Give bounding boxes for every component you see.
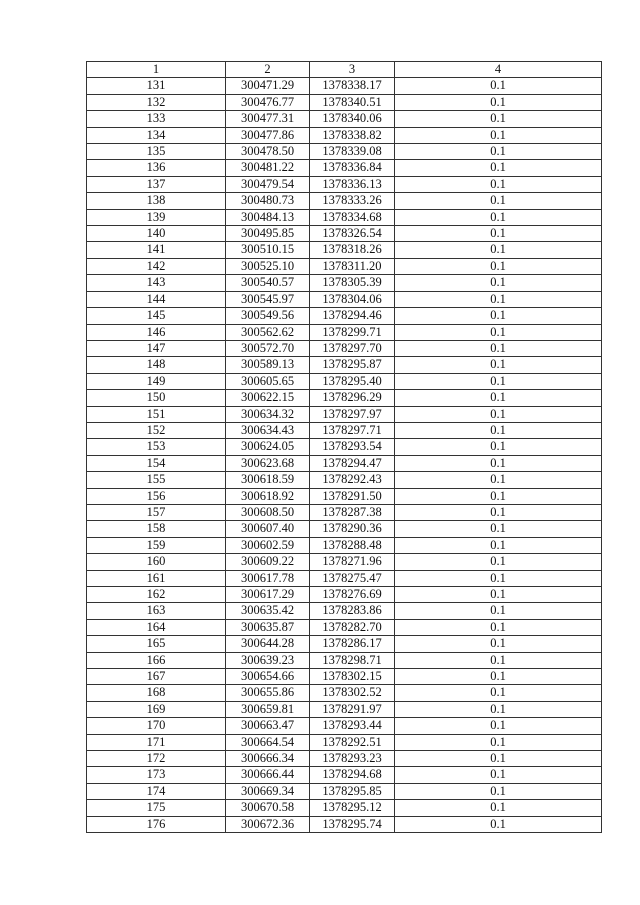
y-coordinate-cell: 1378302.52 [310, 685, 395, 701]
value-cell: 0.1 [395, 521, 602, 537]
x-coordinate-cell: 300618.59 [226, 472, 310, 488]
point-number-cell: 161 [87, 570, 226, 586]
value-cell: 0.1 [395, 816, 602, 832]
table-row [87, 521, 602, 537]
value-cell: 0.1 [395, 111, 602, 127]
point-number-cell: 132 [87, 94, 226, 110]
value-cell: 0.1 [395, 324, 602, 340]
value-cell: 0.1 [395, 127, 602, 143]
y-coordinate-cell: 1378299.71 [310, 324, 395, 340]
point-number-cell: 157 [87, 504, 226, 520]
table-row [87, 160, 602, 176]
table-row [87, 472, 602, 488]
table-row [87, 587, 602, 603]
value-cell: 0.1 [395, 176, 602, 192]
y-coordinate-cell: 1378305.39 [310, 275, 395, 291]
y-coordinate-cell: 1378271.96 [310, 554, 395, 570]
x-coordinate-cell: 300495.85 [226, 226, 310, 242]
x-coordinate-cell: 300476.77 [226, 94, 310, 110]
x-coordinate-cell: 300478.50 [226, 144, 310, 160]
value-cell: 0.1 [395, 422, 602, 438]
point-number-cell: 147 [87, 340, 226, 356]
y-coordinate-cell: 1378333.26 [310, 193, 395, 209]
x-coordinate-cell: 300639.23 [226, 652, 310, 668]
x-coordinate-cell: 300477.86 [226, 127, 310, 143]
x-coordinate-cell: 300549.56 [226, 308, 310, 324]
value-cell: 0.1 [395, 636, 602, 652]
column-header-4: 4 [395, 62, 602, 78]
table-row [87, 406, 602, 422]
x-coordinate-cell: 300605.65 [226, 373, 310, 389]
value-cell: 0.1 [395, 652, 602, 668]
x-coordinate-cell: 300617.29 [226, 587, 310, 603]
point-number-cell: 137 [87, 176, 226, 192]
point-number-cell: 141 [87, 242, 226, 258]
table-row [87, 603, 602, 619]
y-coordinate-cell: 1378290.36 [310, 521, 395, 537]
value-cell: 0.1 [395, 193, 602, 209]
x-coordinate-cell: 300545.97 [226, 291, 310, 307]
value-cell: 0.1 [395, 669, 602, 685]
x-coordinate-cell: 300666.44 [226, 767, 310, 783]
x-coordinate-cell: 300624.05 [226, 439, 310, 455]
y-coordinate-cell: 1378291.97 [310, 701, 395, 717]
table-row [87, 291, 602, 307]
y-coordinate-cell: 1378295.74 [310, 816, 395, 832]
point-number-cell: 135 [87, 144, 226, 160]
point-number-cell: 152 [87, 422, 226, 438]
value-cell: 0.1 [395, 455, 602, 471]
table-body [87, 78, 602, 833]
table-header-row [87, 62, 602, 78]
point-number-cell: 131 [87, 78, 226, 94]
y-coordinate-cell: 1378294.46 [310, 308, 395, 324]
value-cell: 0.1 [395, 439, 602, 455]
x-coordinate-cell: 300510.15 [226, 242, 310, 258]
x-coordinate-cell: 300672.36 [226, 816, 310, 832]
table-row [87, 439, 602, 455]
point-number-cell: 136 [87, 160, 226, 176]
x-coordinate-cell: 300525.10 [226, 258, 310, 274]
value-cell: 0.1 [395, 619, 602, 635]
point-number-cell: 138 [87, 193, 226, 209]
x-coordinate-cell: 300659.81 [226, 701, 310, 717]
table-row [87, 734, 602, 750]
value-cell: 0.1 [395, 570, 602, 586]
point-number-cell: 154 [87, 455, 226, 471]
table-row [87, 455, 602, 471]
y-coordinate-cell: 1378295.40 [310, 373, 395, 389]
point-number-cell: 163 [87, 603, 226, 619]
y-coordinate-cell: 1378304.06 [310, 291, 395, 307]
table-row [87, 340, 602, 356]
y-coordinate-cell: 1378291.50 [310, 488, 395, 504]
y-coordinate-cell: 1378334.68 [310, 209, 395, 225]
y-coordinate-cell: 1378296.29 [310, 390, 395, 406]
point-number-cell: 150 [87, 390, 226, 406]
x-coordinate-cell: 300479.54 [226, 176, 310, 192]
y-coordinate-cell: 1378286.17 [310, 636, 395, 652]
table-row [87, 127, 602, 143]
x-coordinate-cell: 300607.40 [226, 521, 310, 537]
x-coordinate-cell: 300644.28 [226, 636, 310, 652]
column-header-3: 3 [310, 62, 395, 78]
y-coordinate-cell: 1378283.86 [310, 603, 395, 619]
y-coordinate-cell: 1378293.54 [310, 439, 395, 455]
y-coordinate-cell: 1378297.71 [310, 422, 395, 438]
point-number-cell: 148 [87, 357, 226, 373]
x-coordinate-cell: 300618.92 [226, 488, 310, 504]
x-coordinate-cell: 300634.32 [226, 406, 310, 422]
y-coordinate-cell: 1378339.08 [310, 144, 395, 160]
y-coordinate-cell: 1378295.85 [310, 783, 395, 799]
value-cell: 0.1 [395, 78, 602, 94]
value-cell: 0.1 [395, 718, 602, 734]
point-number-cell: 145 [87, 308, 226, 324]
value-cell: 0.1 [395, 537, 602, 553]
table-row [87, 373, 602, 389]
point-number-cell: 142 [87, 258, 226, 274]
table-row [87, 111, 602, 127]
table-row [87, 242, 602, 258]
y-coordinate-cell: 1378292.43 [310, 472, 395, 488]
y-coordinate-cell: 1378288.48 [310, 537, 395, 553]
point-number-cell: 171 [87, 734, 226, 750]
point-number-cell: 140 [87, 226, 226, 242]
table-row [87, 751, 602, 767]
column-header-1: 1 [87, 62, 226, 78]
y-coordinate-cell: 1378338.82 [310, 127, 395, 143]
table-row [87, 554, 602, 570]
x-coordinate-cell: 300663.47 [226, 718, 310, 734]
table-row [87, 652, 602, 668]
x-coordinate-cell: 300484.13 [226, 209, 310, 225]
point-number-cell: 166 [87, 652, 226, 668]
point-number-cell: 158 [87, 521, 226, 537]
table-row [87, 816, 602, 832]
table-row [87, 226, 602, 242]
y-coordinate-cell: 1378336.84 [310, 160, 395, 176]
value-cell: 0.1 [395, 340, 602, 356]
table-row [87, 488, 602, 504]
point-number-cell: 159 [87, 537, 226, 553]
y-coordinate-cell: 1378318.26 [310, 242, 395, 258]
point-number-cell: 169 [87, 701, 226, 717]
table-row [87, 258, 602, 274]
point-number-cell: 160 [87, 554, 226, 570]
table-row [87, 685, 602, 701]
table-row [87, 422, 602, 438]
point-number-cell: 165 [87, 636, 226, 652]
value-cell: 0.1 [395, 144, 602, 160]
point-number-cell: 146 [87, 324, 226, 340]
value-cell: 0.1 [395, 685, 602, 701]
table-row [87, 176, 602, 192]
point-number-cell: 164 [87, 619, 226, 635]
table-row [87, 275, 602, 291]
table-row [87, 209, 602, 225]
x-coordinate-cell: 300670.58 [226, 800, 310, 816]
x-coordinate-cell: 300635.42 [226, 603, 310, 619]
value-cell: 0.1 [395, 800, 602, 816]
value-cell: 0.1 [395, 488, 602, 504]
value-cell: 0.1 [395, 504, 602, 520]
y-coordinate-cell: 1378275.47 [310, 570, 395, 586]
value-cell: 0.1 [395, 701, 602, 717]
value-cell: 0.1 [395, 783, 602, 799]
y-coordinate-cell: 1378295.12 [310, 800, 395, 816]
value-cell: 0.1 [395, 94, 602, 110]
y-coordinate-cell: 1378295.87 [310, 357, 395, 373]
value-cell: 0.1 [395, 226, 602, 242]
value-cell: 0.1 [395, 258, 602, 274]
table-row [87, 636, 602, 652]
y-coordinate-cell: 1378340.51 [310, 94, 395, 110]
point-number-cell: 173 [87, 767, 226, 783]
value-cell: 0.1 [395, 242, 602, 258]
table-row [87, 504, 602, 520]
y-coordinate-cell: 1378297.97 [310, 406, 395, 422]
point-number-cell: 155 [87, 472, 226, 488]
y-coordinate-cell: 1378292.51 [310, 734, 395, 750]
table-row [87, 357, 602, 373]
table-row [87, 193, 602, 209]
table-row [87, 78, 602, 94]
y-coordinate-cell: 1378326.54 [310, 226, 395, 242]
table-row [87, 537, 602, 553]
point-number-cell: 174 [87, 783, 226, 799]
point-number-cell: 144 [87, 291, 226, 307]
y-coordinate-cell: 1378282.70 [310, 619, 395, 635]
value-cell: 0.1 [395, 291, 602, 307]
point-number-cell: 167 [87, 669, 226, 685]
x-coordinate-cell: 300622.15 [226, 390, 310, 406]
point-number-cell: 162 [87, 587, 226, 603]
coordinates-table [86, 61, 602, 833]
x-coordinate-cell: 300635.87 [226, 619, 310, 635]
value-cell: 0.1 [395, 209, 602, 225]
point-number-cell: 170 [87, 718, 226, 734]
x-coordinate-cell: 300572.70 [226, 340, 310, 356]
point-number-cell: 151 [87, 406, 226, 422]
x-coordinate-cell: 300477.31 [226, 111, 310, 127]
value-cell: 0.1 [395, 587, 602, 603]
column-header-2: 2 [226, 62, 310, 78]
x-coordinate-cell: 300480.73 [226, 193, 310, 209]
y-coordinate-cell: 1378294.68 [310, 767, 395, 783]
point-number-cell: 168 [87, 685, 226, 701]
y-coordinate-cell: 1378338.17 [310, 78, 395, 94]
value-cell: 0.1 [395, 160, 602, 176]
x-coordinate-cell: 300623.68 [226, 455, 310, 471]
value-cell: 0.1 [395, 554, 602, 570]
x-coordinate-cell: 300540.57 [226, 275, 310, 291]
table-row [87, 144, 602, 160]
table-row [87, 718, 602, 734]
table-row [87, 308, 602, 324]
value-cell: 0.1 [395, 275, 602, 291]
y-coordinate-cell: 1378276.69 [310, 587, 395, 603]
point-number-cell: 139 [87, 209, 226, 225]
y-coordinate-cell: 1378287.38 [310, 504, 395, 520]
table-row [87, 783, 602, 799]
x-coordinate-cell: 300666.34 [226, 751, 310, 767]
y-coordinate-cell: 1378293.44 [310, 718, 395, 734]
y-coordinate-cell: 1378336.13 [310, 176, 395, 192]
value-cell: 0.1 [395, 603, 602, 619]
x-coordinate-cell: 300634.43 [226, 422, 310, 438]
y-coordinate-cell: 1378294.47 [310, 455, 395, 471]
point-number-cell: 153 [87, 439, 226, 455]
point-number-cell: 176 [87, 816, 226, 832]
x-coordinate-cell: 300617.78 [226, 570, 310, 586]
value-cell: 0.1 [395, 472, 602, 488]
y-coordinate-cell: 1378298.71 [310, 652, 395, 668]
x-coordinate-cell: 300609.22 [226, 554, 310, 570]
y-coordinate-cell: 1378297.70 [310, 340, 395, 356]
table-row [87, 701, 602, 717]
point-number-cell: 134 [87, 127, 226, 143]
table-row [87, 619, 602, 635]
x-coordinate-cell: 300562.62 [226, 324, 310, 340]
table-row [87, 390, 602, 406]
value-cell: 0.1 [395, 373, 602, 389]
point-number-cell: 175 [87, 800, 226, 816]
y-coordinate-cell: 1378293.23 [310, 751, 395, 767]
table-row [87, 324, 602, 340]
table-row [87, 800, 602, 816]
x-coordinate-cell: 300608.50 [226, 504, 310, 520]
x-coordinate-cell: 300655.86 [226, 685, 310, 701]
x-coordinate-cell: 300481.22 [226, 160, 310, 176]
value-cell: 0.1 [395, 406, 602, 422]
value-cell: 0.1 [395, 357, 602, 373]
y-coordinate-cell: 1378302.15 [310, 669, 395, 685]
x-coordinate-cell: 300664.54 [226, 734, 310, 750]
point-number-cell: 143 [87, 275, 226, 291]
y-coordinate-cell: 1378311.20 [310, 258, 395, 274]
point-number-cell: 133 [87, 111, 226, 127]
value-cell: 0.1 [395, 308, 602, 324]
value-cell: 0.1 [395, 767, 602, 783]
point-number-cell: 172 [87, 751, 226, 767]
table-row [87, 669, 602, 685]
point-number-cell: 156 [87, 488, 226, 504]
x-coordinate-cell: 300602.59 [226, 537, 310, 553]
point-number-cell: 149 [87, 373, 226, 389]
table-row [87, 767, 602, 783]
table-row [87, 570, 602, 586]
y-coordinate-cell: 1378340.06 [310, 111, 395, 127]
x-coordinate-cell: 300471.29 [226, 78, 310, 94]
x-coordinate-cell: 300654.66 [226, 669, 310, 685]
x-coordinate-cell: 300589.13 [226, 357, 310, 373]
value-cell: 0.1 [395, 390, 602, 406]
table-row [87, 94, 602, 110]
x-coordinate-cell: 300669.34 [226, 783, 310, 799]
value-cell: 0.1 [395, 751, 602, 767]
value-cell: 0.1 [395, 734, 602, 750]
